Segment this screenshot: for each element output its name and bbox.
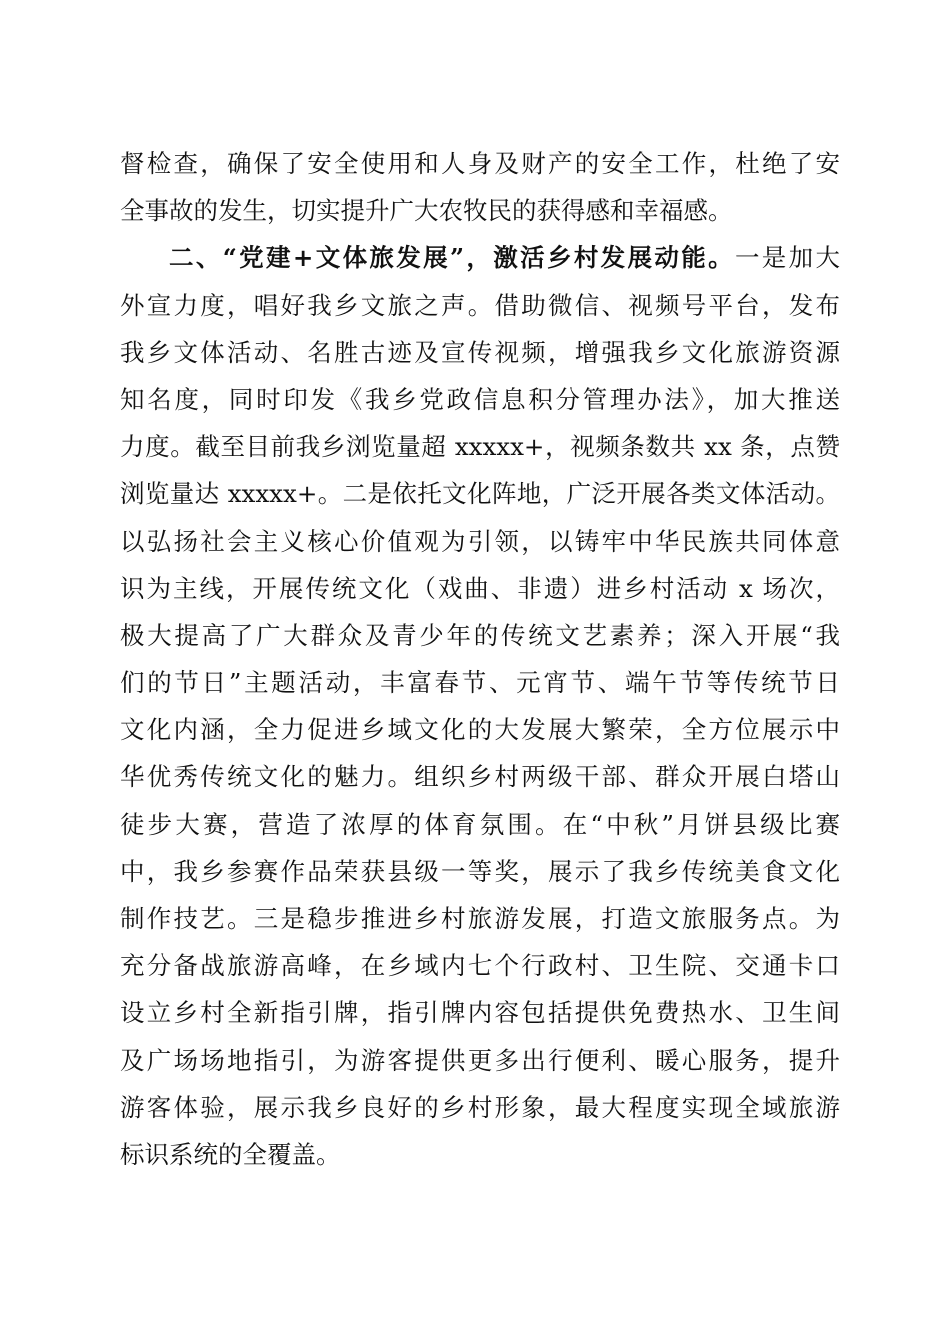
text-line: 我乡文体活动、名胜古迹及宣传视频，增强我乡文化旅游资源 [120,337,840,367]
text-line: 及广场场地指引，为游客提供更多出行便利、暖心服务，提升 [120,1045,840,1075]
text-line: 制作技艺。三是稳步推进乡村旅游发展，打造文旅服务点。为 [120,904,840,933]
text-line: 徒步大赛，营造了浓厚的体育氛围。在“中秋”月饼县级比赛 [120,809,840,839]
text-line: 游客体验，展示我乡良好的乡村形象，最大程度实现全域旅游 [120,1092,840,1122]
text-line: 们的节日”主题活动，丰富春节、元宵节、端午节等传统节日 [120,668,840,698]
text-line: 以弘扬社会主义核心价值观为引领，以铸牢中华民族共同体意 [120,526,840,556]
text-fragment: 一是加大 [734,243,841,273]
text-line: 极大提高了广大群众及青少年的传统文艺素养；深入开展“我 [120,620,840,650]
text-line: 设立乡村全新指引牌，指引牌内容包括提供免费热水、卫生间 [120,998,840,1028]
text-line: 知名度，同时印发《我乡党政信息积分管理办法》，加大推送 [120,384,840,414]
text-line: 华优秀传统文化的魅力。组织乡村两级干部、群众开展白塔山 [120,762,840,792]
text-line: 标识系统的全覆盖。 [120,1139,341,1169]
section-heading: 二、“党建+文体旅发展”，激活乡村发展动能。 [169,243,735,273]
text-line: 识为主线，开展传统文化（戏曲、非遗）进乡村活动 x 场次， [120,573,840,603]
text-line: 全事故的发生，切实提升广大农牧民的获得感和幸福感。 [120,196,733,226]
text-line: 力度。截至目前我乡浏览量超 xxxxx+，视频条数共 xx 条，点赞 [120,432,840,462]
text-line: 中，我乡参赛作品荣获县级一等奖，展示了我乡传统美食文化 [120,856,840,886]
text-line: 文化内涵，全力促进乡域文化的大发展大繁荣，全方位展示中 [120,715,840,745]
section-heading-line [120,234,840,281]
body-text [120,140,840,1178]
text-line: 充分备战旅游高峰，在乡域内七个行政村、卫生院、交通卡口 [120,951,840,981]
text-line: 督检查，确保了安全使用和人身及财产的安全工作，杜绝了安 [120,149,840,178]
text-line: 外宣力度，唱好我乡文旅之声。借助微信、视频号平台，发布 [120,290,840,320]
text-line: 浏览量达 xxxxx+。二是依托文化阵地，广泛开展各类文体活动。 [120,479,840,509]
